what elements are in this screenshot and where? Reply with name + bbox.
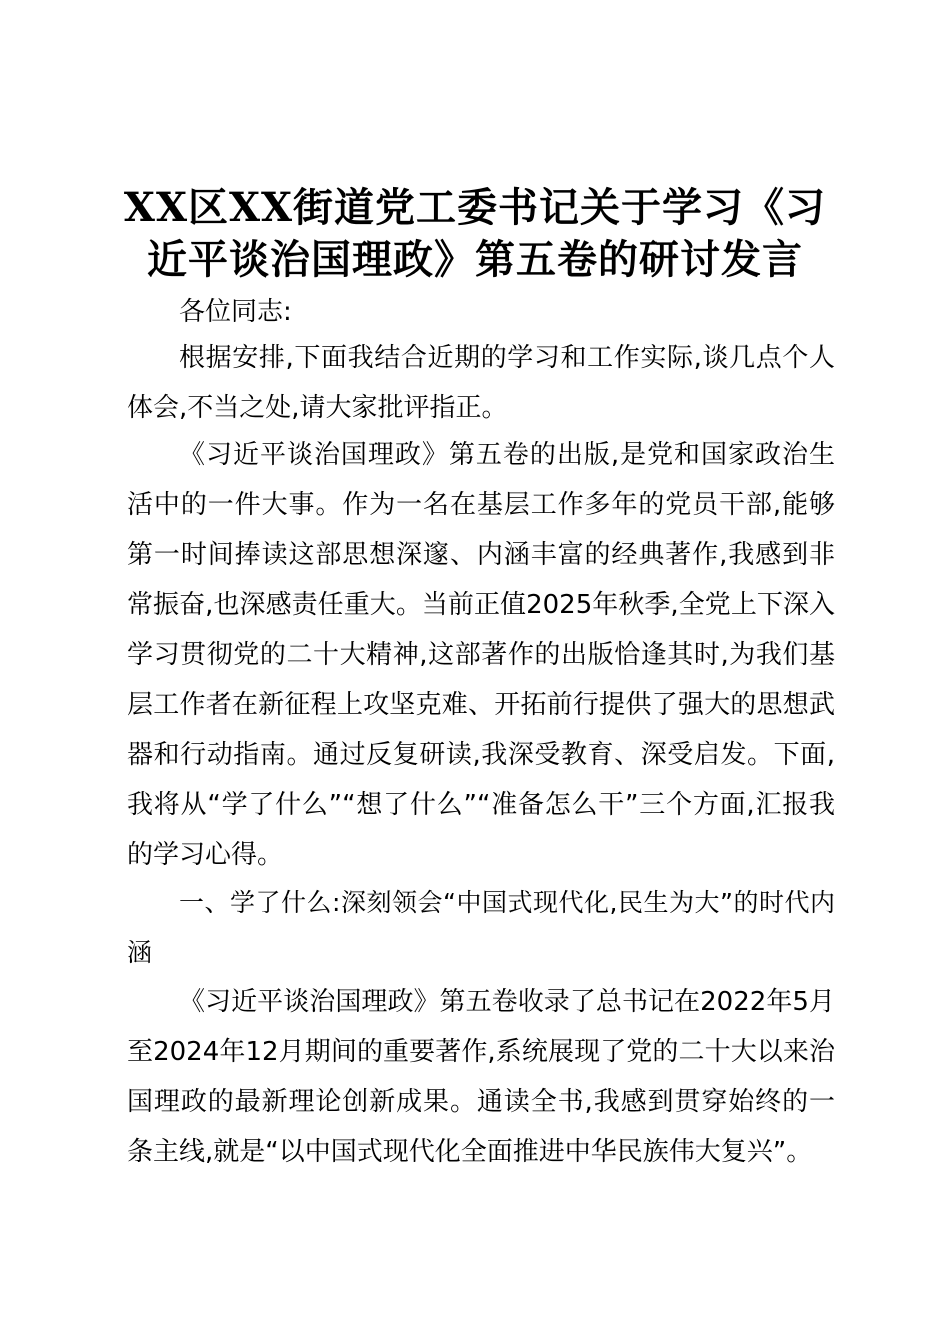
section-heading-1: 一、学了什么:深刻领会“中国式现代化,民生为大”的时代内涵: [127, 888, 835, 967]
paragraph-intro: 根据安排,下面我结合近期的学习和工作实际,谈几点个人体会,不当之处,请大家批评指正。: [127, 343, 835, 423]
paragraph-section-1: 《习近平谈治国理政》第五卷收录了总书记在2022年5月至2024年12月期间的重要著作,系统展现了党的二十大以来治国理政的最新理论创新成果。通读全书,我感到贯穿始终的一条主线,就是“以中国式现代化全面推进中华民族伟大复兴”。: [127, 987, 835, 1167]
document-title: XX区XX街道党工委书记关于学习《习近平谈治国理政》第五卷的研讨发言: [123, 184, 827, 283]
paragraph-background: 《习近平谈治国理政》第五卷的出版,是党和国家政治生活中的一件大事。作为一名在基层工作多年的党员干部,能够第一时间捧读这部思想深邃、内涵丰富的经典著作,我感到非常振奋,也深感责任重大。当前正值2025年秋季,全党上下深入学习贯彻党的二十大精神,这部著作的出版恰逢其时,为我们基层工作者在新征程上攻坚克难、开拓前行提供了强大的思想武器和行动指南。通过反复研读,我深受教育、深受启发。下面,我将从“学了什么”“想了什么”“准备怎么干”三个方面,汇报我的学习心得。: [127, 440, 835, 870]
salutation: 各位同志:: [179, 297, 292, 327]
